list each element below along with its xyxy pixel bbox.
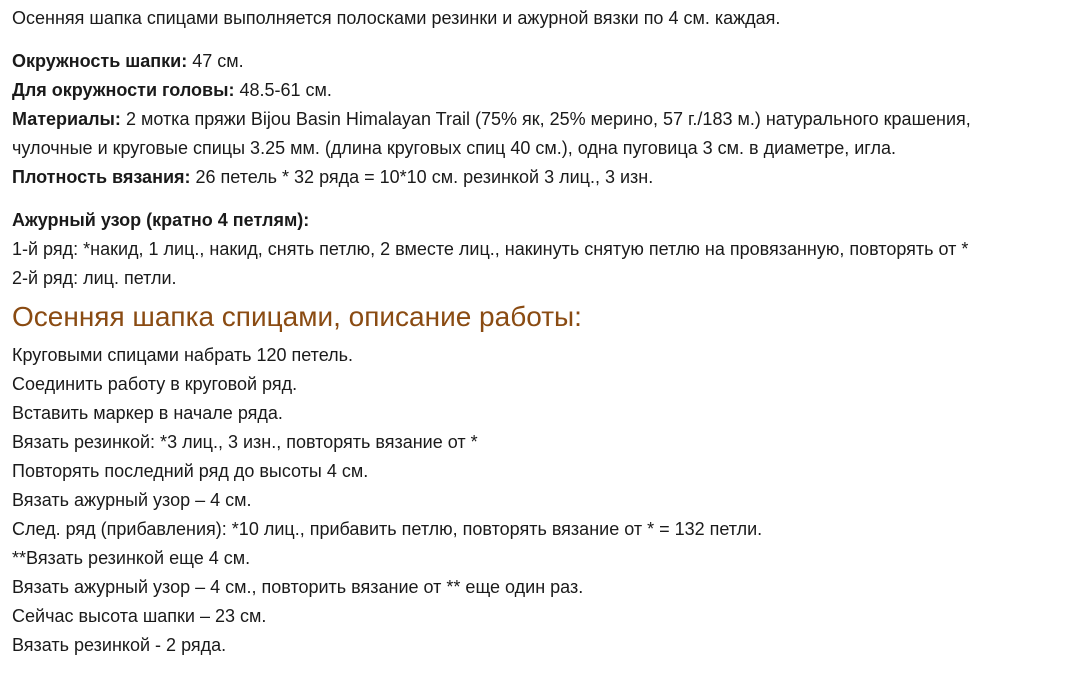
spec-value: 2 мотка пряжи Bijou Basin Himalayan Trail (75% як, 25% мерино, 57 г./183 м.) натурального крашения,	[120, 109, 971, 129]
intro-text: Осенняя шапка спицами выполняется полосками резинки и ажурной вязки по 4 см. каждая.	[12, 8, 781, 28]
step-item: Вязать ажурный узор – 4 см.	[12, 490, 252, 510]
spec-value: 48.5-61 см.	[234, 80, 332, 100]
step-item: Сейчас высота шапки – 23 см.	[12, 606, 267, 626]
spec-label: Материалы:	[12, 109, 121, 129]
pattern-row-2: 2-й ряд: лиц. петли.	[12, 268, 177, 288]
spec-value: 26 петель * 32 ряда = 10*10 см. резинкой 3 лиц., 3 изн.	[190, 167, 654, 187]
spec-circumference	[12, 47, 1076, 76]
spec-gauge	[12, 163, 1076, 192]
spec-head-size	[12, 76, 1076, 105]
step-item: Вязать ажурный узор – 4 см., повторить вязание от ** еще один раз.	[12, 577, 584, 597]
step-item: Круговыми спицами набрать 120 петель.	[12, 345, 353, 365]
spec-label: Окружность шапки:	[12, 51, 188, 71]
step-item: **Вязать резинкой еще 4 см.	[12, 548, 251, 568]
spacer	[12, 192, 1076, 206]
spacer	[12, 33, 1076, 47]
spec-value: 47 см.	[187, 51, 244, 71]
step-item: Соединить работу в круговой ряд.	[12, 374, 298, 394]
step-item: Вставить маркер в начале ряда.	[12, 403, 283, 423]
pattern-title: Ажурный узор (кратно 4 петлям):	[12, 210, 310, 230]
spec-label: Плотность вязания:	[12, 167, 191, 187]
step-item: След. ряд (прибавления): *10 лиц., прибавить петлю, повторять вязание от * = 132 петли.	[12, 519, 763, 539]
step-item: Вязать резинкой: *3 лиц., 3 изн., повторять вязание от *	[12, 432, 478, 452]
section-heading: Осенняя шапка спицами, описание работы:	[12, 301, 582, 332]
spec-materials	[12, 105, 1076, 134]
spec-value: чулочные и круговые спицы 3.25 мм. (длина круговых спиц 40 см.), одна пуговица 3 см. в диаметре, игла.	[12, 138, 896, 158]
spec-materials-continued	[12, 134, 1076, 163]
spec-label: Для окружности головы:	[12, 80, 235, 100]
step-item: Вязать резинкой - 2 ряда.	[12, 635, 227, 655]
step-item: Повторять последний ряд до высоты 4 см.	[12, 461, 369, 481]
pattern-row-1: 1-й ряд: *накид, 1 лиц., накид, снять петлю, 2 вместе лиц., накинуть снятую петлю на провязанную, повторять от *	[12, 239, 969, 259]
